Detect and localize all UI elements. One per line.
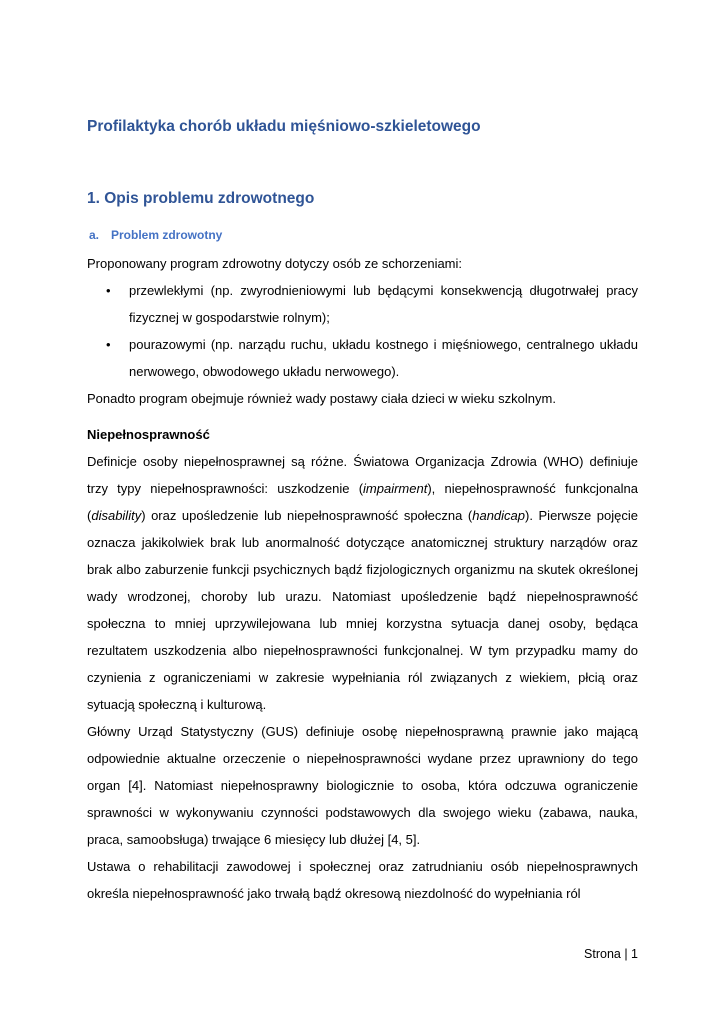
disability-paragraph-1 (87, 448, 638, 718)
list-item (87, 277, 638, 331)
italic-term: handicap (472, 508, 526, 523)
bullet-glyph: • (106, 283, 111, 298)
text-run: ). Pierwsze pojęcie oznacza jakikolwiek brak lub anormalność dotyczące anatomicznej struktury narządów oraz brak albo zaburzenie funkcji psychicznych bądź fizjologicznych organizmu na skutek określonej wady wrodzonej, choroby lub urazu. Natomiast upośledzenie bądź niepełnosprawność społeczna to mniej uprzywilejowana lub mniej korzystna sytuacja danej osoby, będąca rezultatem uszkodzenia albo niepełnosprawności funkcjonalnej. W tym przypadku mamy do czynienia z ograniczeniami w zakresie wypełniania ról związanych z wiekiem, płcią oraz sytuacją społeczną i kulturową. (87, 508, 638, 712)
list-item (87, 331, 638, 385)
subsection-title: Problem zdrowotny (111, 228, 223, 242)
intro-paragraph: Proponowany program zdrowotny dotyczy osób ze schorzeniami: (87, 256, 463, 271)
italic-term: disability (91, 508, 142, 523)
text-run: ), niepełnosprawność funkcjonalna ( (87, 481, 638, 523)
page-number-footer: Strona | 1 (584, 947, 638, 961)
list-item-text: przewlekłymi (np. zwyrodnieniowymi lub będącymi konsekwencją długotrwałej pracy fizycznej w gospodarstwie rolnym); (129, 283, 638, 325)
document-title: Profilaktyka chorób układu mięśniowo-szkieletowego (87, 118, 481, 135)
disability-paragraph-2: Główny Urząd Statystyczny (GUS) definiuje osobę niepełnosprawną prawnie jako mającą odpowiednie aktualne orzeczenie o niepełnosprawności wydane przez uprawniony do tego organ [4]. Natomiast niepełnosprawny biologicznie to osoba, która odczuwa ograniczenie sprawności w wykonywaniu czynności podstawowych dla swojego wieku (zabawa, nauka, praca, samoobsługa) trwające 6 miesięcy lub dłużej [4, 5]. (87, 724, 638, 847)
subsection-number: a. (89, 228, 100, 242)
subsection-heading (89, 226, 638, 244)
bullet-glyph: • (106, 337, 111, 352)
disability-paragraph-3: Ustawa o rehabilitacji zawodowej i społecznej oraz zatrudnianiu osób niepełnosprawnych określa niepełnosprawność jako trwałą bądź okresową niezdolność do wypełniania ról (87, 859, 638, 901)
disability-heading: Niepełnosprawność (87, 427, 210, 442)
section-heading: 1. Opis problemu zdrowotnego (87, 190, 315, 207)
after-list-paragraph: Ponadto program obejmuje również wady postawy ciała dzieci w wieku szkolnym. (87, 391, 556, 406)
conditions-list (87, 277, 638, 385)
text-run: ) oraz upośledzenie lub niepełnosprawność społeczna ( (141, 508, 473, 523)
italic-term: impairment (363, 481, 428, 496)
text-run: Definicje osoby niepełnosprawnej są różne. Światowa Organizacja Zdrowia (WHO) definiuje trzy typy niepełnosprawności: uszkodzenie ( (87, 454, 638, 496)
list-item-text: pourazowymi (np. narządu ruchu, układu kostnego i mięśniowego, centralnego układu nerwowego, obwodowego układu nerwowego). (129, 337, 638, 379)
document-body (87, 115, 638, 907)
